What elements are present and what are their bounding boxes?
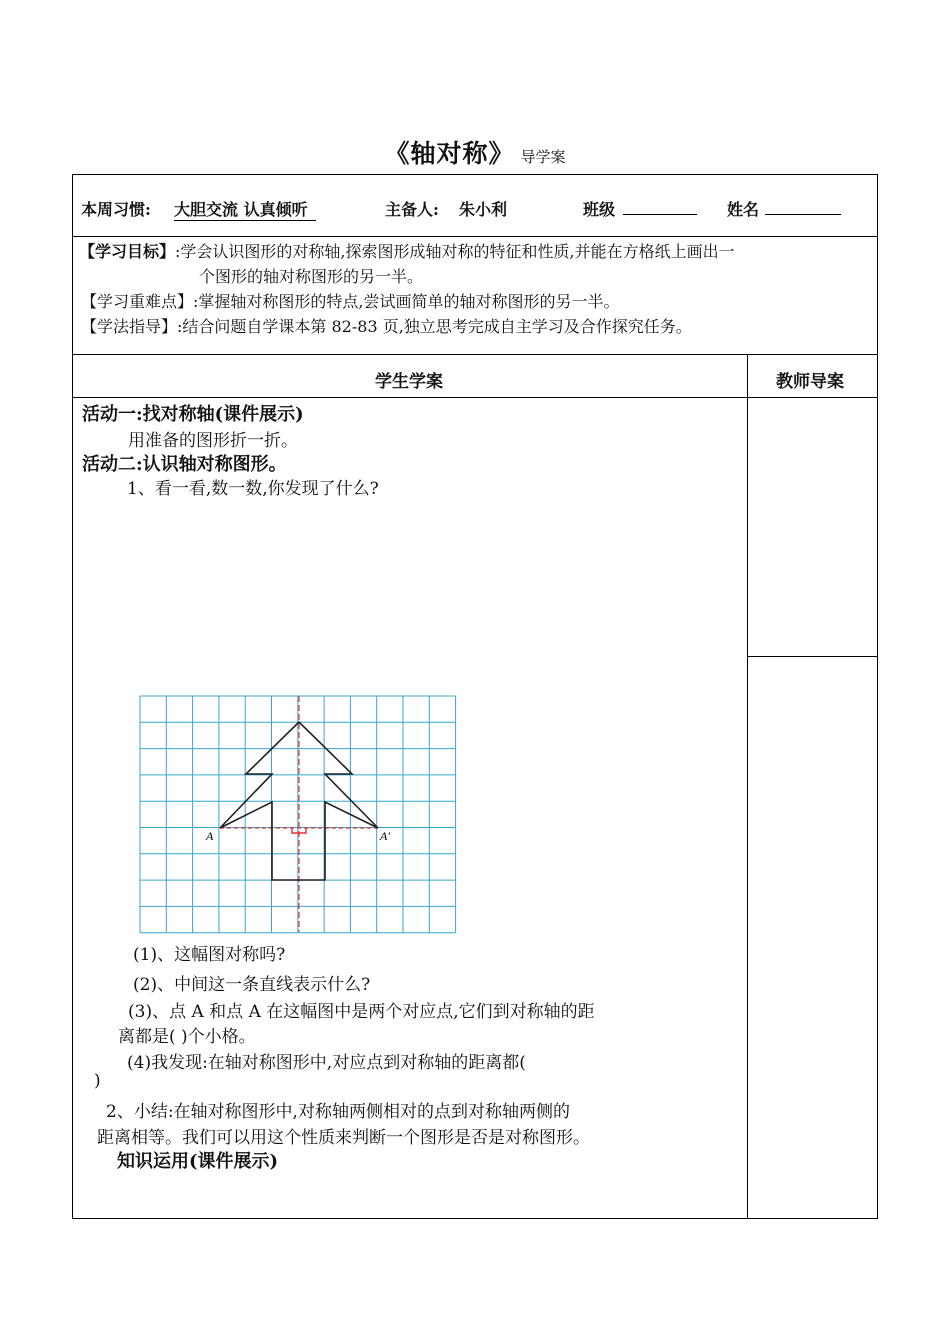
knowledge-application: 知识运用(课件展示) [117,1151,279,1172]
key-text: :掌握轴对称图形的特点,尝试画简单的轴对称图形的另一半。 [193,292,620,311]
habit-value: 大胆交流 认真倾听 [174,197,316,221]
teacher-divider [747,656,878,657]
sub-question-3-continued: 离都是( )个小格。 [118,1027,256,1047]
document-title [0,134,950,170]
name-label: 姓名 [727,200,760,219]
habit-label: 本周习惯: [81,200,151,219]
summary-continued: 距离相等。我们可以用这个性质来判断一个图形是否是对称图形。 [97,1128,590,1148]
tree-grid-figure [132,690,464,940]
divider [73,397,877,398]
sub-question-2: (2)、中间这一条直线表示什么? [133,975,371,995]
sub-question-3: (3)、点 A 和点 A 在这幅图中是两个对应点,它们到对称轴的距 [128,1002,595,1022]
class-field[interactable] [623,197,697,215]
question-1: 1、看一看,数一数,你发现了什么? [127,479,379,499]
point-a-label: A [206,829,214,843]
objective-text-continued: 个图形的轴对称图形的另一半。 [199,267,424,286]
class-label: 班级 [583,200,616,219]
student-column-header: 学生学案 [375,372,443,392]
preparer-label: 主备人: [385,200,439,219]
summary: 2、小结:在轴对称图形中,对称轴两侧相对的点到对称轴两侧的 [106,1102,570,1122]
preparer-value: 朱小利 [459,200,508,219]
key-label: 【学习重难点】 [81,292,194,311]
method-label: 【学法指导】 [81,317,178,336]
title-main: 《轴对称》 [384,139,515,168]
activity2-title: 活动二:认识轴对称图形。 [82,454,287,475]
column-divider [747,354,748,1219]
title-sub: 导学案 [520,148,566,166]
point-a-prime-label: A′ [380,829,390,843]
objective-label: 【学习目标】 [79,242,176,261]
sub-question-4-continued: ) [94,1071,101,1091]
sub-question-4: (4)我发现:在轴对称图形中,对应点到对称轴的距离都( [127,1053,526,1073]
divider [73,354,877,355]
activity1-title: 活动一:找对称轴(课件展示) [82,404,304,425]
sub-question-1: (1)、这幅图对称吗? [133,945,286,965]
objective-text: :学会认识图形的对称轴,探索图形成轴对称的特征和性质,并能在方格纸上画出一 [175,242,735,261]
divider [73,236,877,237]
method-text: :结合问题自学课本第 82-83 页,独立思考完成自主学习及合作探究任务。 [177,317,692,336]
name-field[interactable] [765,197,841,215]
teacher-column-header: 教师导案 [776,372,844,392]
grid [140,696,456,933]
activity1-text: 用准备的图形折一折。 [128,431,298,451]
